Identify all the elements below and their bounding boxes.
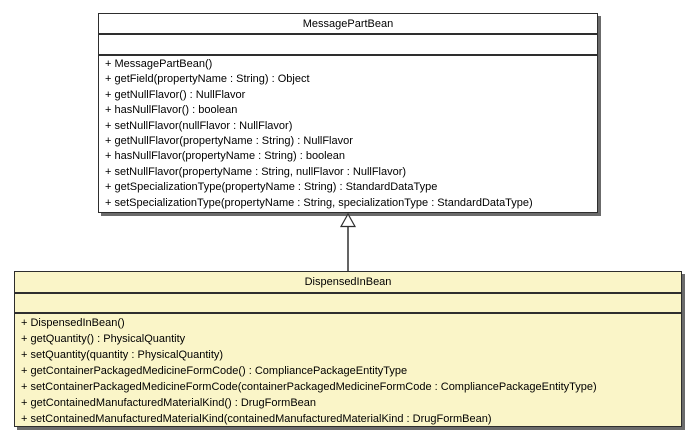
methods-compartment-messagepartbean — [99, 56, 597, 212]
method-entry: + DispensedInBean() — [21, 317, 125, 329]
method-entry: + hasNullFlavor() : boolean — [105, 104, 238, 117]
method-entry: + setContainedManufacturedMaterialKind(containedManufacturedMaterialKind : DrugFormBean) — [21, 413, 492, 425]
class-title-dispensedinbean[interactable]: DispensedInBean — [15, 272, 681, 294]
attributes-compartment-messagepartbean — [99, 35, 597, 56]
method-entry: + getContainerPackagedMedicineFormCode() : CompliancePackageEntityType — [21, 365, 408, 377]
methods-compartment-dispensedinbean — [15, 314, 681, 426]
generalization-arrow — [336, 213, 360, 271]
attributes-compartment-dispensedinbean — [15, 294, 681, 314]
method-entry: + getNullFlavor(propertyName : String) : NullFlavor — [105, 135, 353, 148]
method-entry: + getQuantity() : PhysicalQuantity — [21, 333, 186, 345]
uml-class-messagepartbean — [98, 13, 598, 213]
hollow-triangle-arrowhead-icon — [341, 214, 355, 227]
method-entry: + getSpecializationType(propertyName : String) : StandardDataType — [105, 181, 438, 194]
method-entry: + getNullFlavor() : NullFlavor — [105, 88, 246, 101]
method-entry: + hasNullFlavor(propertyName : String) : boolean — [105, 150, 345, 163]
method-entry: + MessagePartBean() — [105, 58, 213, 70]
method-entry: + setNullFlavor(propertyName : String, nullFlavor : NullFlavor) — [105, 165, 407, 178]
method-entry: + getContainedManufacturedMaterialKind() : DrugFormBean — [21, 397, 317, 409]
method-entry: + getField(propertyName : String) : Object — [105, 73, 310, 86]
uml-class-dispensedinbean — [14, 271, 682, 427]
method-entry: + setNullFlavor(nullFlavor : NullFlavor) — [105, 119, 293, 132]
class-title-messagepartbean[interactable]: MessagePartBean — [99, 14, 597, 35]
method-entry: + setContainerPackagedMedicineFormCode(containerPackagedMedicineFormCode : CompliancePackageEntityType) — [21, 381, 597, 393]
method-entry: + setQuantity(quantity : PhysicalQuantity) — [21, 349, 224, 361]
method-entry: + setSpecializationType(propertyName : String, specializationType : StandardDataType) — [105, 196, 533, 209]
